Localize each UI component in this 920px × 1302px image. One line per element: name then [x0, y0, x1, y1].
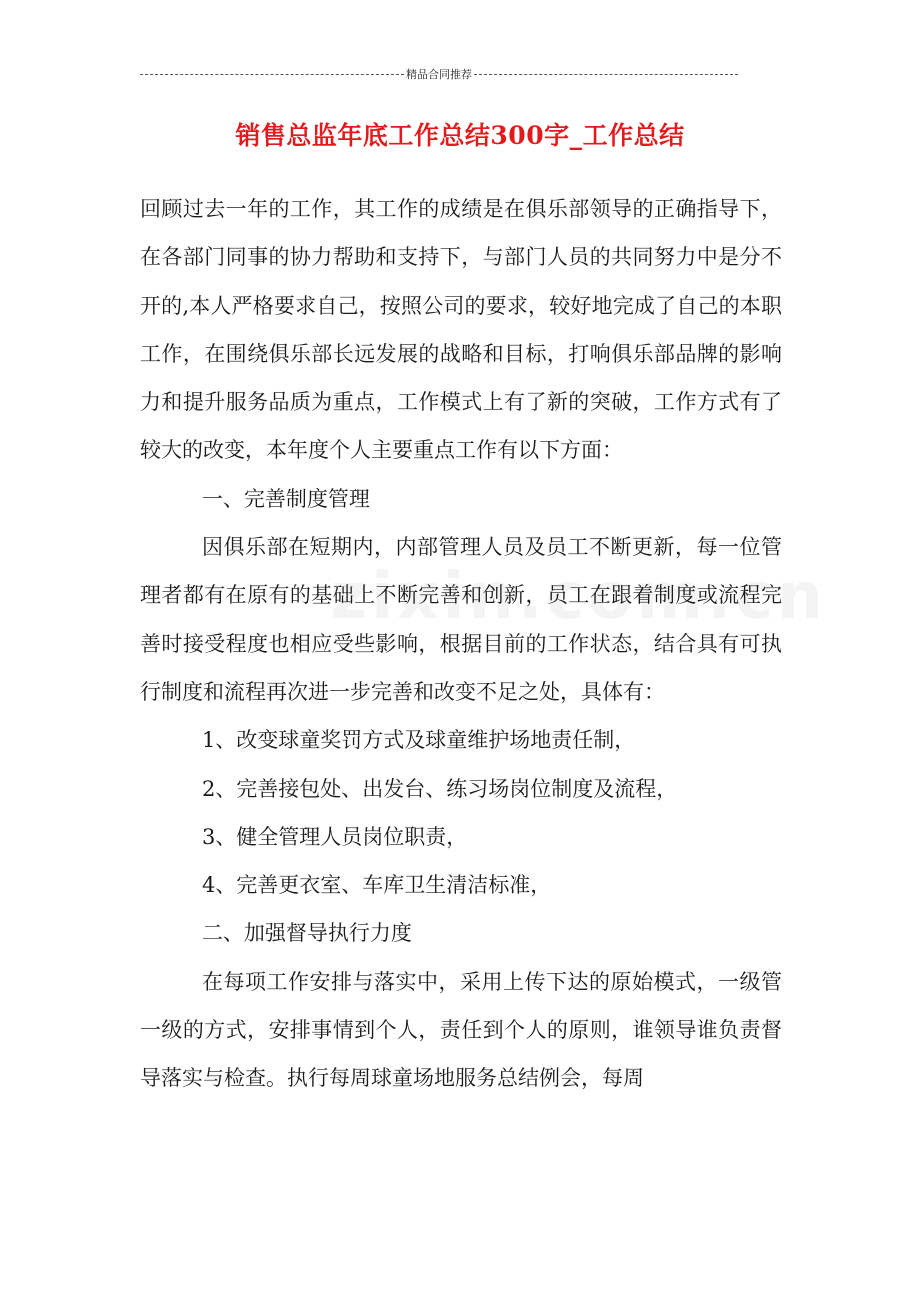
paragraph-section-1: 因俱乐部在短期内，内部管理人员及员工不断更新，每一位管理者都有在原有的基础上不断完善和创新，员工在跟着制度或流程完善时接受程度也相应受些影响，根据目前的工作状态，结合具有可执行制度和流程再次进一步完善和改变不足之处，具体有：: [140, 535, 782, 704]
paragraph-section-2: 在每项工作安排与落实中，采用上传下达的原始模式，一级管一级的方式，安排事情到个人，责任到个人的原则，谁领导谁负责督导落实与检查。执行每周球童场地服务总结例会，每周: [140, 969, 782, 1091]
section-heading-2: 二、加强督导执行力度: [201, 921, 412, 946]
document-title: 销售总监年底工作总结300字_工作总结: [235, 121, 685, 150]
header-divider-right: [474, 74, 738, 75]
header-label: 精品合同推荐: [406, 68, 472, 81]
list-item: 4、完善更衣室、车库卫生清洁标准，: [201, 873, 552, 898]
list-item: 3、健全管理人员岗位职责，: [201, 824, 468, 849]
page-header: [140, 66, 738, 82]
header-divider-left: [140, 74, 404, 75]
paragraph-intro: 回顾过去一年的工作，其工作的成绩是在俱乐部领导的正确指导下，在各部门同事的协力帮助和支持下，与部门人员的共同努力中是分不开的,本人严格要求自己，按照公司的要求，较好地完成了自己的本职工作，在围绕俱乐部长远发展的战略和目标，打响俱乐部品牌的影响力和提升服务品质为重点，工作模式上有了新的突破，工作方式有了较大的改变，本年度个人主要重点工作有以下方面：: [140, 197, 782, 463]
list-item: 1、改变球童奖罚方式及球童维护场地责任制，: [201, 728, 636, 753]
document-body: [140, 185, 782, 1103]
section-heading-1: 一、完善制度管理: [201, 486, 370, 511]
list-item: 2、完善接包处、出发台、练习场岗位制度及流程，: [201, 776, 678, 801]
